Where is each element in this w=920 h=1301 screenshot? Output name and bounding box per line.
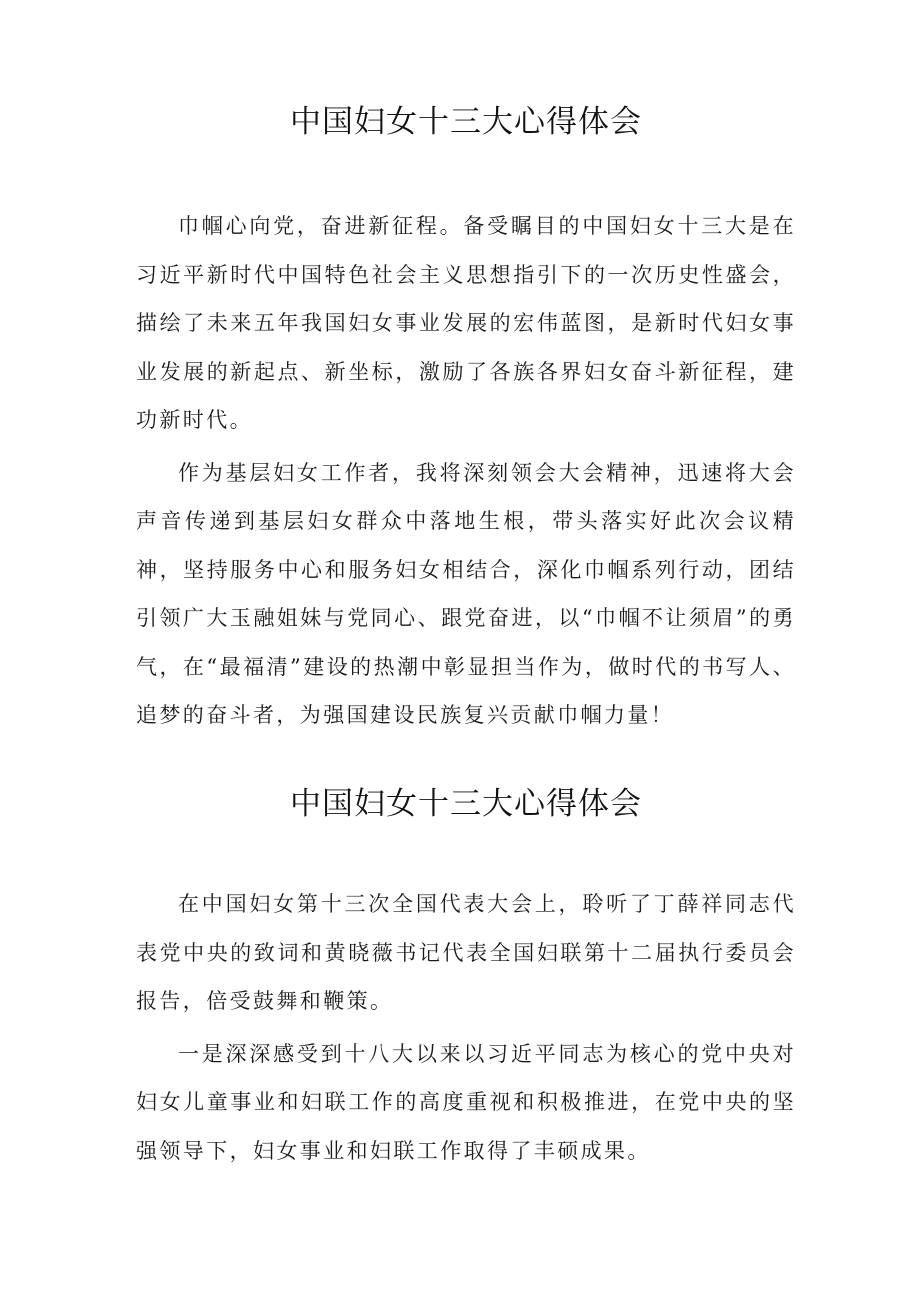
section-title: 中国妇女十三大心得体会 bbox=[290, 786, 642, 822]
paragraph: 作为基层妇女工作者，我将深刻领会大会精神，迅速将大会声音传递到基层妇女群众中落地生根，带头落实好此次会议精神，坚持服务中心和服务妇女相结合，深化巾帼系列行动，团结引领广大玉融姐妹与党同心、跟党奋进，以“巾帼不让须眉”的勇气，在“最福清”建设的热潮中彰显担当作为，做时代的书写人、追梦的奋斗者，为强国建设民族复兴贡献巾帼力量！ bbox=[136, 460, 796, 727]
paragraph: 一是深深感受到十八大以来以习近平同志为核心的党中央对妇女儿童事业和妇联工作的高度重视和积极推进，在党中央的坚强领导下，妇女事业和妇联工作取得了丰硕成果。 bbox=[136, 1041, 796, 1163]
paragraph: 巾帼心向党，奋进新征程。备受瞩目的中国妇女十三大是在习近平新时代中国特色社会主义思想指引下的一次历史性盛会，描绘了未来五年我国妇女事业发展的宏伟蓝图，是新时代妇女事业发展的新起点、新坐标，激励了各族各界妇女奋斗新征程，建功新时代。 bbox=[136, 214, 796, 432]
essay-section-1 bbox=[136, 100, 796, 744]
paragraph: 在中国妇女第十三次全国代表大会上，聆听了丁薛祥同志代表党中央的致词和黄晓薇书记代表全国妇联第十二届执行委员会报告，倍受鼓舞和鞭策。 bbox=[136, 892, 796, 1013]
essay-section-2 bbox=[136, 782, 796, 1179]
section-title: 中国妇女十三大心得体会 bbox=[290, 104, 642, 140]
